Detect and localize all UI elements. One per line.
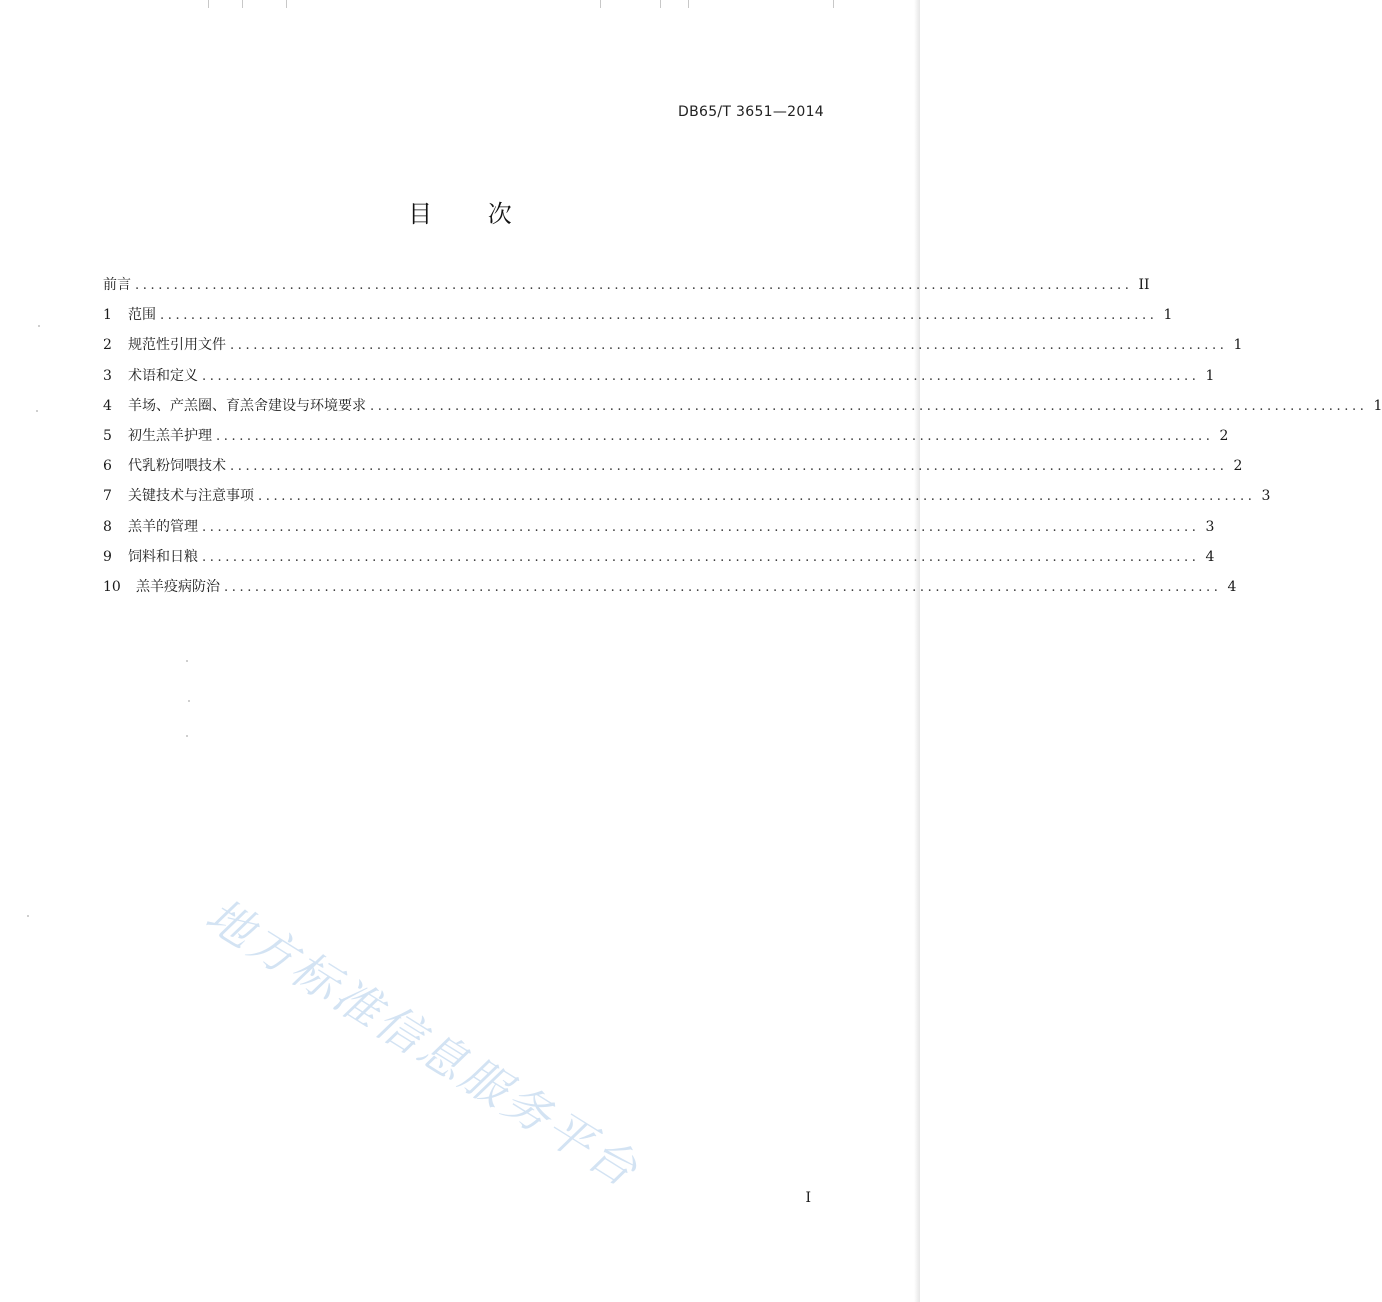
toc-entry-6[interactable]	[103, 451, 1243, 481]
standard-code: DB65/T 3651—2014	[678, 104, 824, 120]
scan-speck	[186, 735, 188, 737]
scan-speck	[186, 660, 188, 662]
toc-entry-number: 10	[103, 578, 121, 595]
toc-entry-page: 1	[1373, 397, 1382, 414]
toc-entry-page: II	[1138, 277, 1150, 293]
toc-entry-text: 范围	[128, 307, 156, 324]
toc-entry-foreword[interactable]	[103, 270, 1150, 300]
toc-title: 目 次	[408, 200, 536, 228]
scan-speck	[36, 410, 38, 412]
toc-entry-number: 7	[103, 488, 112, 505]
toc-entry-number: 1	[103, 307, 112, 324]
leader-dots: .................................................................................................................................	[202, 368, 1200, 384]
toc-entry-page: 2	[1233, 458, 1243, 475]
scan-speck	[188, 700, 190, 702]
toc-entry-page: 1	[1233, 337, 1243, 354]
toc-entry-5[interactable]	[103, 421, 1229, 451]
toc-entry-page: 3	[1205, 518, 1215, 535]
toc-entry-text: 代乳粉饲喂技术	[128, 458, 226, 475]
toc-entry-number: 6	[103, 458, 112, 475]
toc-entry-page: 2	[1219, 427, 1229, 444]
toc-entry-page: 1	[1205, 367, 1215, 384]
toc-entry-number: 4	[103, 397, 112, 414]
toc-entry-number: 3	[103, 367, 112, 384]
toc-entry-text: 初生羔羊护理	[128, 427, 212, 444]
toc-entry-text: 规范性引用文件	[128, 337, 226, 354]
toc-entry-text: 术语和定义	[128, 367, 198, 384]
toc-entry-number: 8	[103, 518, 112, 535]
leader-dots: .................................................................................................................................	[202, 549, 1200, 565]
leader-dots: .................................................................................................................................	[224, 579, 1222, 595]
toc-entry-text: 饲料和日粮	[128, 548, 198, 565]
toc-entry-number: 5	[103, 427, 112, 444]
scan-edge-marks	[0, 0, 920, 10]
leader-dots: .................................................................................................................................	[135, 278, 1133, 293]
toc-entry-3[interactable]	[103, 361, 1215, 391]
toc-entry-text: 关键技术与注意事项	[128, 488, 254, 505]
leader-dots: .................................................................................................................................	[216, 428, 1214, 444]
toc-entry-number: 2	[103, 337, 112, 354]
toc-entry-4[interactable]	[103, 391, 1382, 421]
toc-entry-8[interactable]	[103, 512, 1215, 542]
toc-entry-text: 羊场、产羔圈、育羔舍建设与环境要求	[128, 397, 366, 414]
table-of-contents	[103, 270, 1382, 602]
toc-entry-page: 4	[1205, 548, 1215, 565]
toc-entry-text: 羔羊的管理	[128, 518, 198, 535]
leader-dots: .................................................................................................................................	[370, 398, 1368, 414]
toc-entry-text: 前言	[103, 277, 131, 293]
toc-entry-page: 4	[1227, 578, 1237, 595]
toc-entry-page: 3	[1261, 488, 1271, 505]
toc-entry-7[interactable]	[103, 481, 1271, 511]
page-number: I	[805, 1190, 811, 1206]
toc-entry-page: 1	[1163, 307, 1173, 324]
toc-entry-10[interactable]	[103, 572, 1237, 602]
toc-entry-9[interactable]	[103, 542, 1215, 572]
leader-dots: .................................................................................................................................	[160, 308, 1158, 324]
leader-dots: .................................................................................................................................	[258, 489, 1256, 505]
scan-speck	[38, 325, 40, 327]
leader-dots: .................................................................................................................................	[202, 519, 1200, 535]
toc-entry-text: 羔羊疫病防治	[136, 578, 220, 595]
leader-dots: .................................................................................................................................	[230, 338, 1228, 354]
toc-entry-1[interactable]	[103, 300, 1173, 330]
watermark: 地方标准信息服务平台	[196, 887, 650, 1199]
toc-entry-number: 9	[103, 548, 112, 565]
leader-dots: .................................................................................................................................	[230, 459, 1228, 475]
toc-entry-2[interactable]	[103, 330, 1243, 360]
scan-speck	[27, 915, 29, 917]
